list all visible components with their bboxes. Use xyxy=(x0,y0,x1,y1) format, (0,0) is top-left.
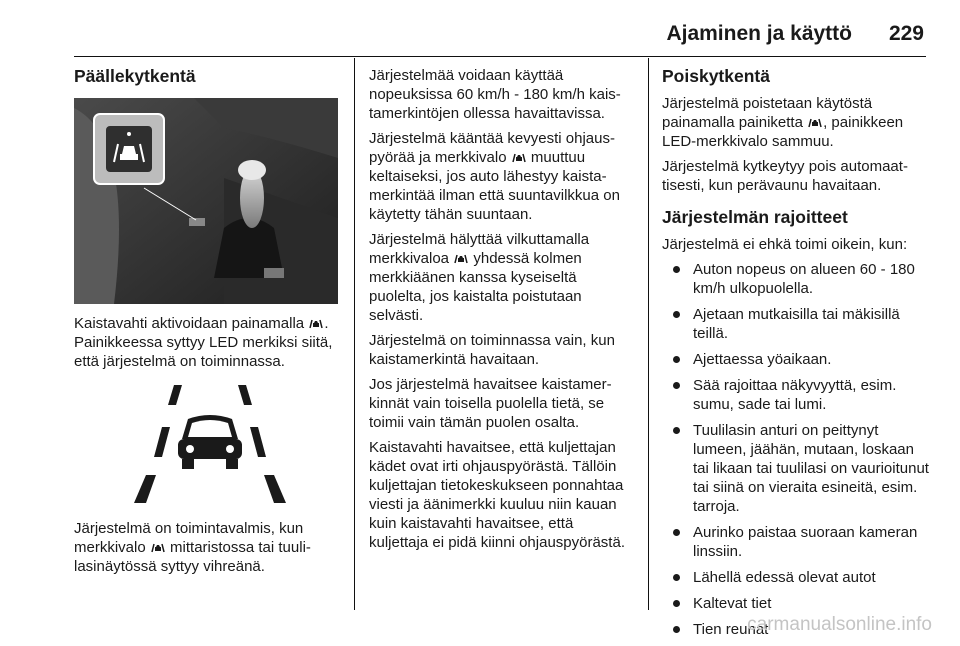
list-item: Sää rajoittaa näkyvyyttä, esim. sumu, sade tai lumi. xyxy=(662,376,930,414)
limitations-list xyxy=(662,260,930,639)
lane-keep-indicator-image xyxy=(74,377,338,507)
watermark: carmanualsonline.info xyxy=(747,614,932,635)
speed-range-paragraph: Järjestelmää voidaan käyttää nopeuksissa 60 km/h - 180 km/h kaistamerkintöjen ollessa havaittavissa. xyxy=(369,67,621,122)
lane-keep-assist-icon xyxy=(511,149,527,160)
detection-paragraph: Järjestelmä on toiminnassa vain, kun kaistamerkintä havaitaan. xyxy=(369,332,615,368)
list-item: Ajetaan mutkaisilla tai mäkisillä teillä. xyxy=(662,305,930,343)
activation-paragraph: Kaistavahti aktivoidaan painamalla . Painikkeessa syttyy LED merkiksi siitä, että järjestelmä on toiminnassa. xyxy=(74,315,333,370)
column-middle xyxy=(369,66,635,558)
console-button-photo xyxy=(74,98,338,304)
one-side-paragraph: Jos järjestelmä havaitsee kaistamerkinnät vain toisella puolella tietä, se toimii vain tämän puolen osalta. xyxy=(369,376,612,431)
section-heading-deactivation: Poiskytkentä xyxy=(662,66,770,86)
column-divider xyxy=(648,58,649,610)
column-divider xyxy=(354,58,355,610)
lane-keep-assist-icon xyxy=(74,377,338,507)
console-photo-illustration xyxy=(74,98,338,304)
list-item: Kaltevat tiet xyxy=(662,594,930,613)
chapter-title: Ajaminen ja käyttö xyxy=(666,22,852,45)
list-item: Tien reunat xyxy=(662,620,930,639)
list-item: Tuulilasin anturi on peittynyt lumeen, jäähän, mutaan, loskaan tai likaan tai tuulilasi on vaurioitunut tai siinä on vieraita esineitä, esim. tarroja. xyxy=(662,421,930,516)
lane-keep-assist-icon xyxy=(150,539,166,550)
lane-keep-assist-icon xyxy=(308,315,324,326)
lane-keep-assist-icon xyxy=(807,114,823,125)
warning-paragraph: Järjestelmä hälyttää vilkuttamalla merkkivaloa yhdessä kolmen merkkiäänen kanssa kyseiseltä puolelta, jos kaistalta poistutaan selvästi. xyxy=(369,231,590,324)
lane-keep-assist-icon xyxy=(453,250,469,261)
list-item: Lähellä edessä olevat autot xyxy=(662,568,930,587)
section-heading-limitations: Järjestelmän rajoitteet xyxy=(662,207,848,227)
column-right xyxy=(662,58,930,646)
list-item: Ajettaessa yöaikaan. xyxy=(662,350,930,369)
list-item: Aurinko paistaa suoraan kameran linssiin. xyxy=(662,523,930,561)
header-divider xyxy=(74,56,926,57)
hands-off-paragraph: Kaistavahti havaitsee, että kuljettajan kädet ovat irti ohjauspyörästä. Tällöin kuljettajan tietokeskukseen ponnahtaa viesti ja äänimerkki kuuluu niin kauan kuin kaistavahti havaitsee, että kuljettaja ei pidä kiinni ohjauspyörästä. xyxy=(369,439,625,551)
trailer-paragraph: Järjestelmä kytkeytyy pois automaattisesti, kun perävaunu havaitaan. xyxy=(662,158,908,194)
page-number: 229 xyxy=(888,22,924,45)
ready-paragraph: Järjestelmä on toimintavalmis, kun merkkivalo mittaristossa tai tuulilasinäytössä syttyy vihreänä. xyxy=(74,520,311,575)
section-heading-activation: Päällekytkentä xyxy=(74,66,196,86)
deactivation-paragraph: Järjestelmä poistetaan käytöstä painamalla painiketta , painikkeen LED-merkkivalo sammuu. xyxy=(662,95,904,150)
page-header xyxy=(0,0,960,58)
steering-paragraph: Järjestelmä kääntää kevyesti ohjauspyörää ja merkkivalo muuttuu keltaiseksi, jos auto lähestyy kaistamerkintää ilman että suuntavilkkua on käytetty tähän suuntaan. xyxy=(369,130,620,223)
limitations-intro: Järjestelmä ei ehkä toimi oikein, kun: xyxy=(662,236,908,253)
list-item: Auton nopeus on alueen 60 - 180 km/h ulkopuolella. xyxy=(662,260,930,298)
column-left xyxy=(74,58,342,582)
